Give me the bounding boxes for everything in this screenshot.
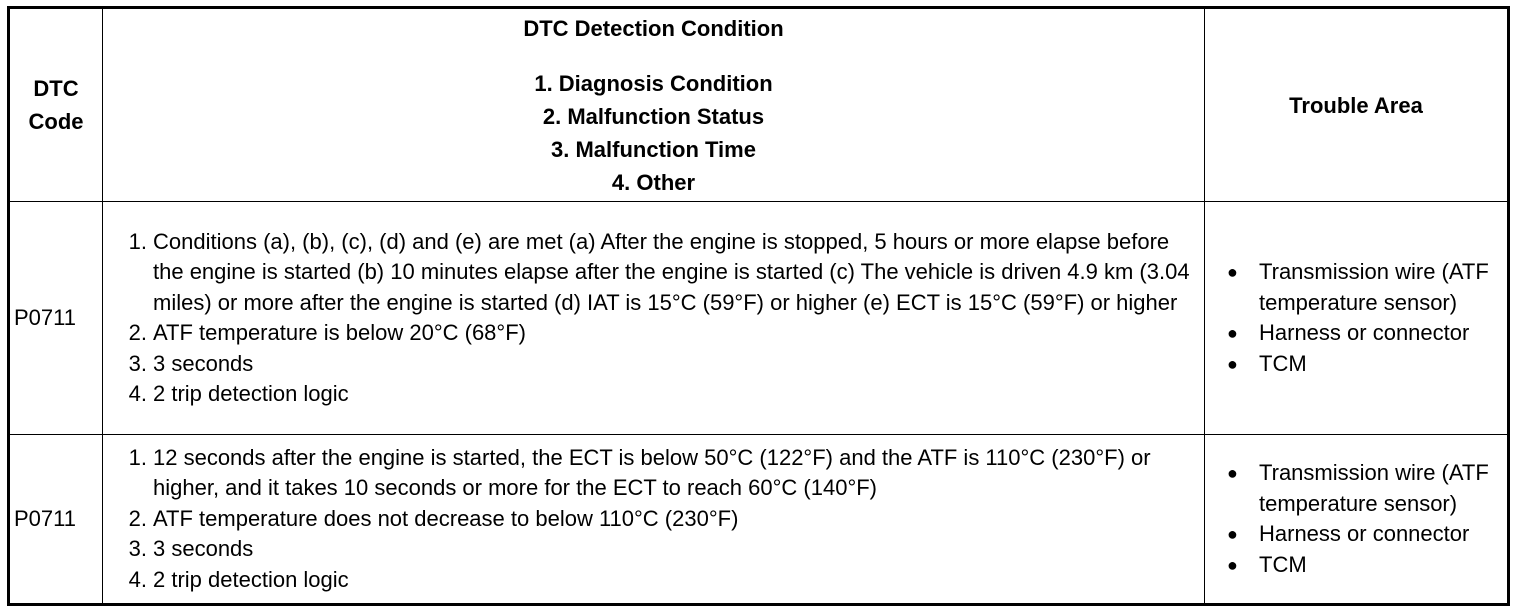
bullet-icon: ● — [1227, 554, 1238, 575]
trouble-area-item: ● Harness or connector — [1205, 519, 1507, 550]
condition-list — [103, 227, 1204, 410]
dtc-code-cell: P0711 — [9, 435, 103, 605]
trouble-area-item: ● Harness or connector — [1205, 318, 1507, 349]
trouble-area-item: ● Transmission wire (ATF temperature sensor) — [1205, 458, 1507, 519]
condition-list — [103, 443, 1204, 596]
condition-legend-item: 1. Diagnosis Condition — [534, 70, 773, 96]
condition-legend-item: 2. Malfunction Status — [542, 103, 765, 129]
condition-item: 3. 3 seconds — [128, 350, 254, 376]
trouble-area-list — [1205, 257, 1507, 379]
bullet-icon: ● — [1227, 323, 1238, 343]
trouble-area-list — [1205, 458, 1507, 580]
dtc-code-cell: P0711 — [9, 202, 103, 435]
trouble-area-header: Trouble Area — [1205, 8, 1509, 202]
condition-item: 1. 12 seconds after the engine is started, the ECT is below 50°C (122°F) and the ATF is 110°C (230°F) or higher, and it takes 10 seconds or more for the ECT to reach 60°C (140°F) — [128, 444, 1151, 501]
condition-item: 4. 2 trip detection logic — [128, 381, 349, 406]
trouble-area-cell — [1205, 435, 1509, 605]
condition-item: 4. 2 trip detection logic — [128, 566, 349, 592]
trouble-area-item: ● TCM — [1205, 349, 1507, 380]
dtc-code-header-line1: DTC — [33, 76, 79, 101]
condition-item: 1. Conditions (a), (b), (c), (d) and (e) are met (a) After the engine is stopped, 5 hours or more elapse before the engine is started (b) 10 minutes elapse after the engine is started (c) The vehicle is driven 4.9 km (3.04 miles) or more after the engine is started (d) IAT is 15°C (59°F) or higher (e) ECT is 15°C (59°F) or higher — [128, 228, 1190, 315]
bullet-icon: ● — [1227, 262, 1238, 282]
condition-cell — [103, 435, 1205, 605]
condition-item: 2. ATF temperature does not decrease to below 110°C (230°F) — [128, 505, 739, 531]
dtc-code-header-line2: Code — [28, 109, 84, 134]
trouble-area-item: ● TCM — [1205, 550, 1507, 581]
detection-condition-header — [103, 8, 1205, 202]
dtc-code-header — [9, 8, 103, 202]
trouble-area-item: ● Transmission wire (ATF temperature sensor) — [1205, 257, 1507, 318]
bullet-icon: ● — [1227, 353, 1238, 374]
bullet-icon: ● — [1227, 524, 1238, 544]
condition-cell — [103, 202, 1205, 435]
condition-legend-item: 3. Malfunction Time — [551, 136, 756, 162]
detection-condition-title: DTC Detection Condition — [523, 15, 784, 41]
condition-item: 2. ATF temperature is below 20°C (68°F) — [128, 320, 526, 345]
dtc-table — [7, 6, 1510, 606]
table-row — [9, 202, 1509, 435]
header-row — [9, 8, 1509, 202]
trouble-area-cell — [1205, 202, 1509, 435]
table-row — [9, 435, 1509, 605]
condition-item: 3. 3 seconds — [128, 536, 254, 562]
condition-legend-item: 4. Other — [611, 169, 696, 195]
bullet-icon: ● — [1227, 463, 1238, 483]
